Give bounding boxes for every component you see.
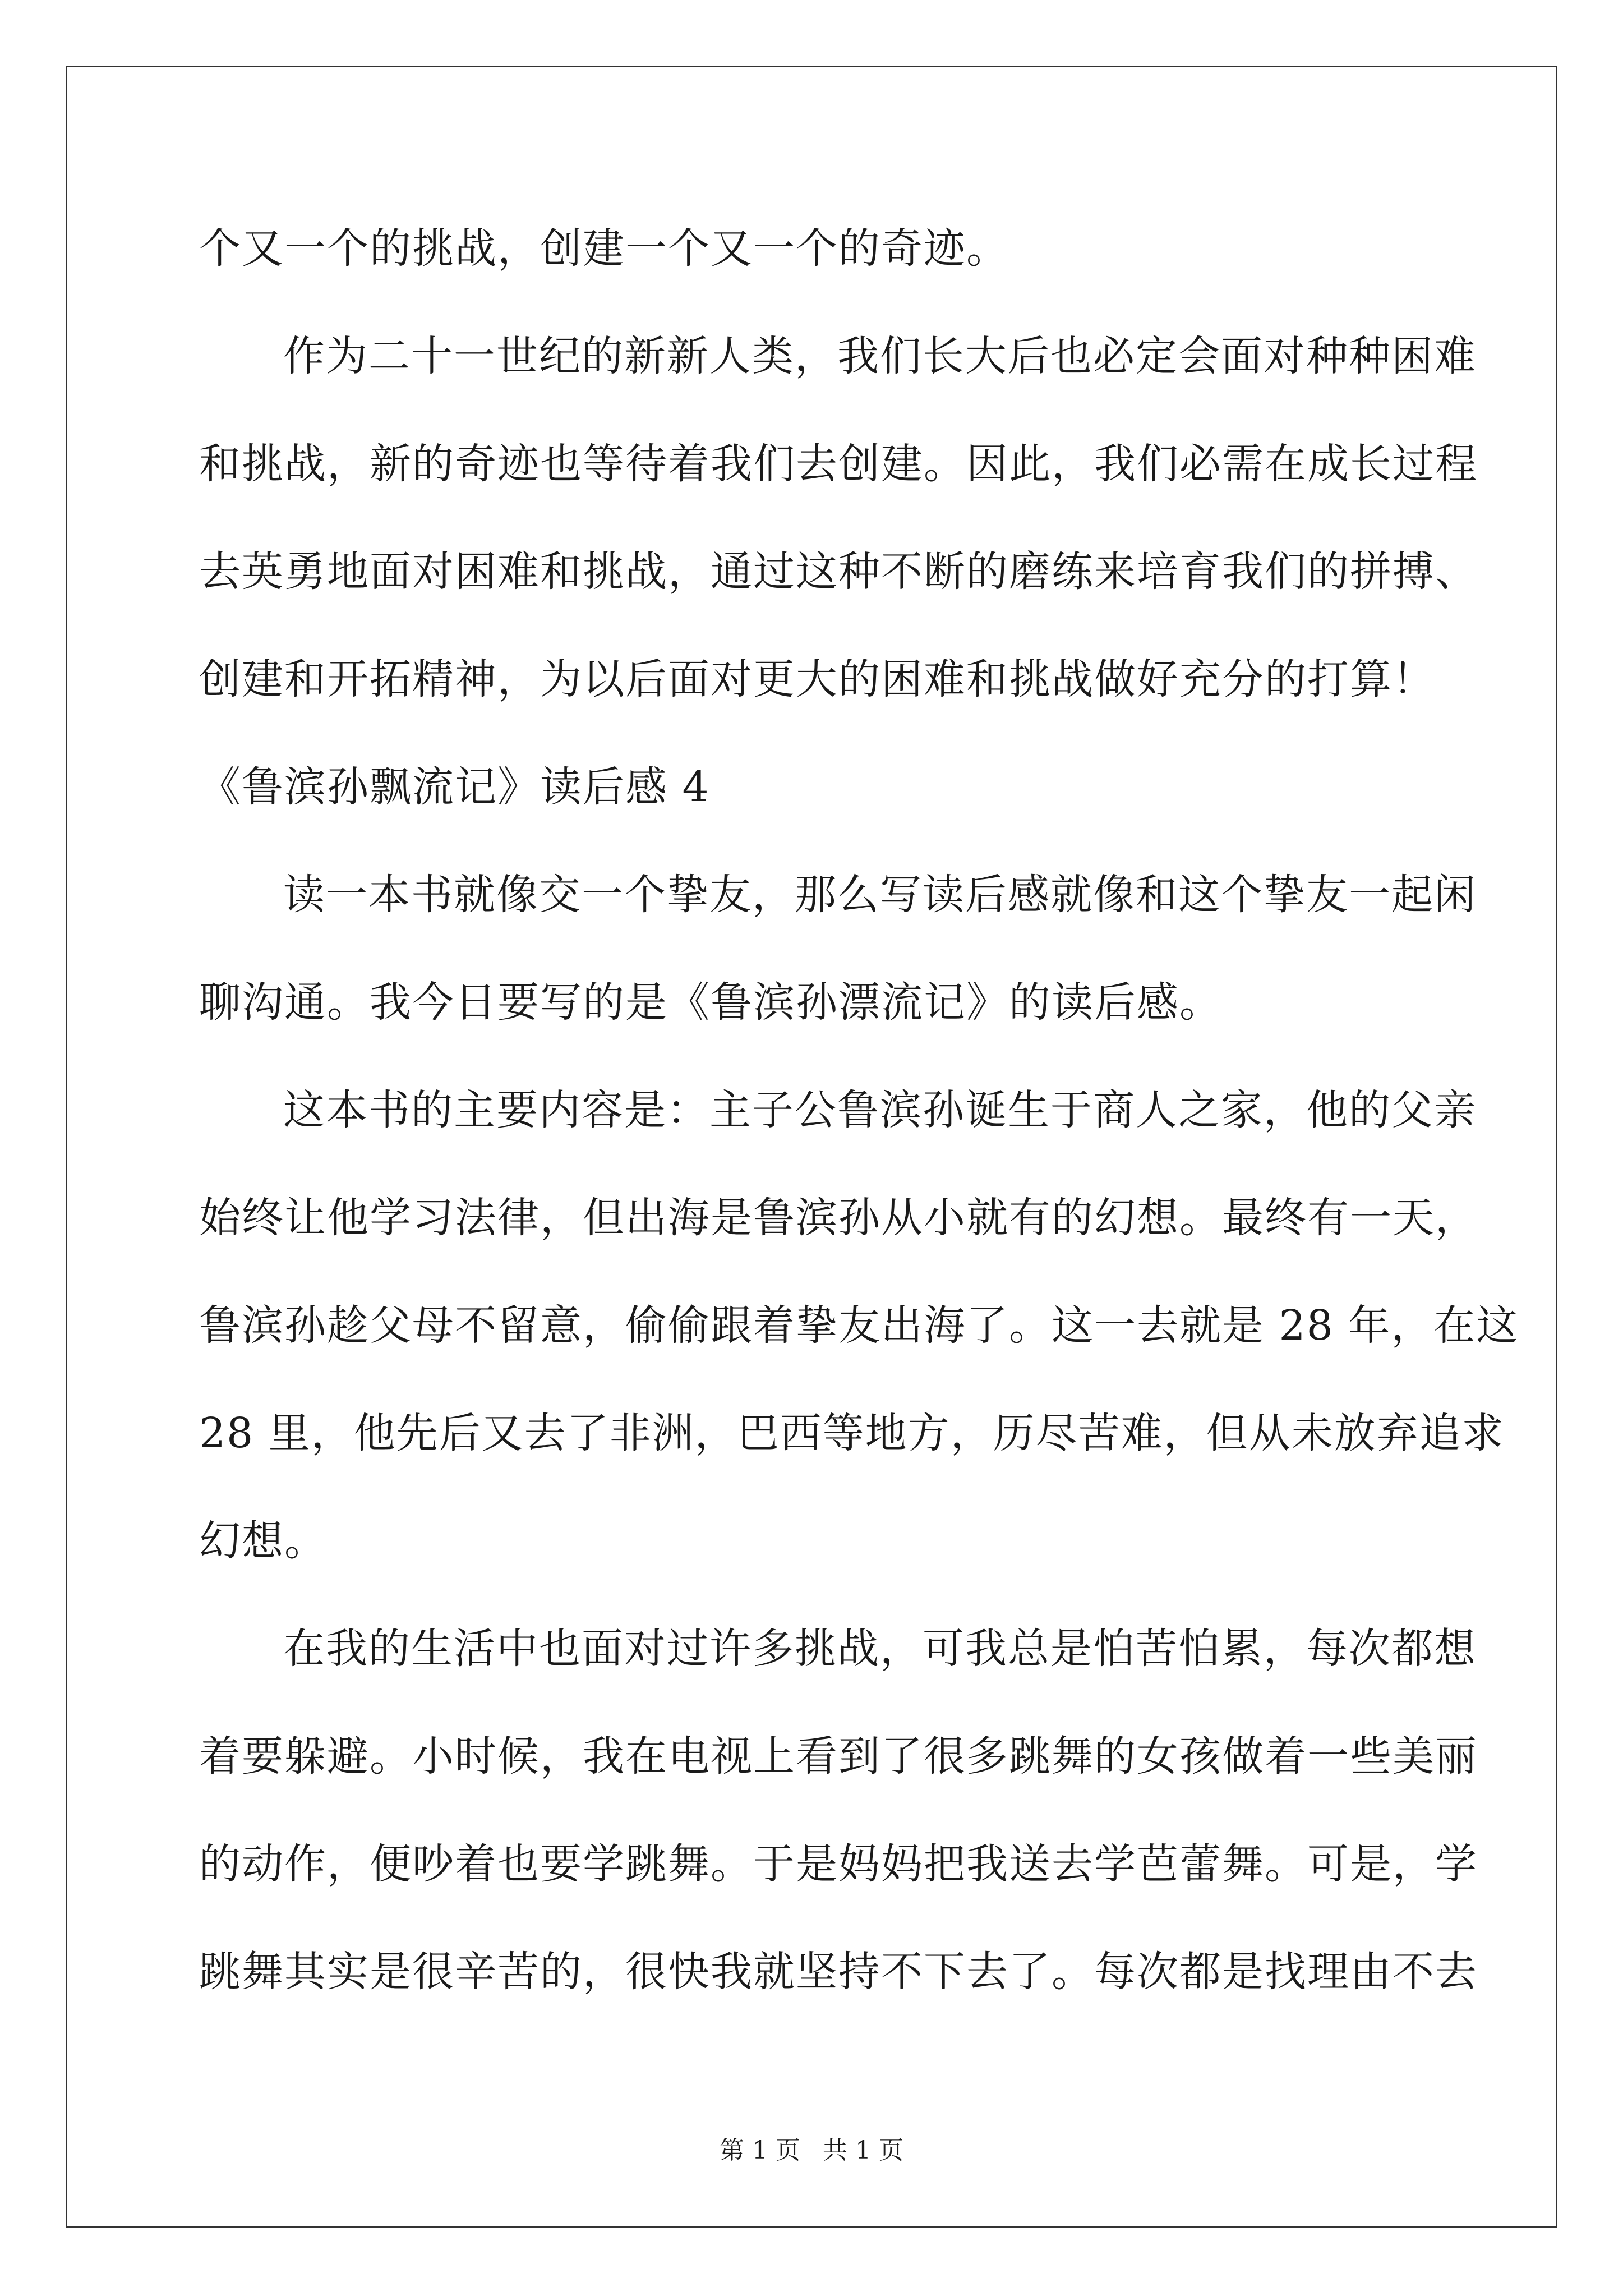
text-line: 始终让他学习法律，但出海是鲁滨孙从小就有的幻想。最终有一天， [199,1194,1478,1242]
text-line: 的动作，便吵着也要学跳舞。于是妈妈把我送去学芭蕾舞。可是，学 [199,1840,1478,1888]
text-line: 去英勇地面对困难和挑战，通过这种不断的磨练来培育我们的拼搏、 [199,547,1478,596]
text-line: 在我的生活中也面对过许多挑战，可我总是怕苦怕累，每次都想 [283,1625,1477,1673]
text-line: 作为二十一世纪的新新人类，我们长大后也必定会面对种种困难 [283,332,1477,380]
text-line: 幻想。 [199,1517,327,1565]
text-line: 28 里，他先后又去了非洲，巴西等地方，历尽苦难，但从未放弃追求 [199,1409,1505,1457]
page-border [66,66,1557,2228]
section-heading: 《鲁滨孙飘流记》读后感 4 [199,763,710,811]
text-line: 这本书的主要内容是：主子公鲁滨孙诞生于商人之家，他的父亲 [283,1086,1477,1134]
text-line: 个又一个的挑战，创建一个又一个的奇迹。 [199,224,1009,273]
text-line: 着要躲避。小时候，我在电视上看到了很多跳舞的女孩做着一些美丽 [199,1732,1478,1780]
page-number: 第 1 页 [720,2136,800,2165]
page-footer [0,2138,1623,2163]
text-line: 跳舞其实是很辛苦的，很快我就坚持不下去了。每次都是找理由不去 [199,1948,1478,1996]
text-line: 读一本书就像交一个挚友，那么写读后感就像和这个挚友一起闲 [283,871,1477,919]
text-line: 鲁滨孙趁父母不留意，偷偷跟着挚友出海了。这一去就是 28 年，在这 [199,1301,1519,1350]
text-line: 创建和开拓精神，为以后面对更大的困难和挑战做好充分的打算！ [199,655,1435,703]
page-total: 共 1 页 [823,2136,903,2165]
text-line: 和挑战，新的奇迹也等待着我们去创建。因此，我们必需在成长过程 [199,440,1478,488]
text-line: 聊沟通。我今日要写的是《鲁滨孙漂流记》的读后感。 [199,978,1222,1027]
